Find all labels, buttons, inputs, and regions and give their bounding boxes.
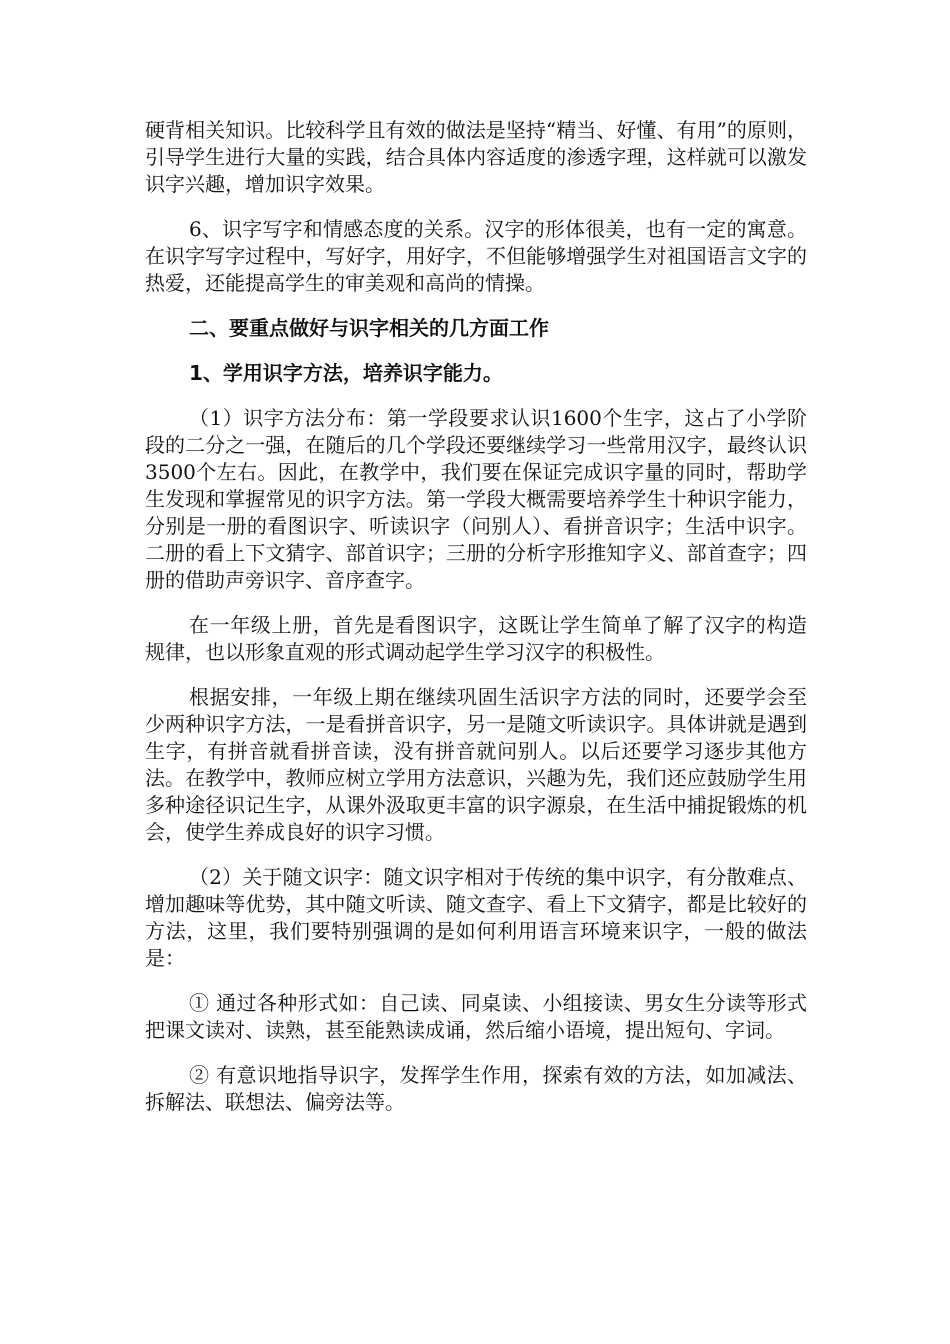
paragraph-6: （2）关于随文识字：随文识字相对于传统的集中识字，有分散难点、增加趣味等优势，其中随文听读、随文查字、看上下文猜字，都是比较好的方法，这里，我们要特别强调的是如何利用语言环境来识字，一般的做法是： — [145, 865, 807, 970]
paragraph-3: （1）识字方法分布：第一学段要求认识1600个生字，这占了小学阶段的二分之一强，在随后的几个学段还要继续学习一些常用汉字，最终认识3500个左右。因此，在教学中，我们要在保证完成识字量的同时，帮助学生发现和掌握常见的识字方法。第一学段大概需要培养学生十种识字能力，分别是一册的看图识字、听读识字（问别人）、看拼音识字；生活中识字。二册的看上下文猜字、部首识字；三册的分析字形推知字义、部首查字；四册的借助声旁识字、音序查字。 — [145, 406, 807, 592]
paragraph-4: 在一年级上册，首先是看图识字，这既让学生简单了解了汉字的构造规律，也以形象直观的形式调动起学生学习汉字的积极性。 — [145, 613, 807, 664]
paragraph-5: 根据安排，一年级上期在继续巩固生活识字方法的同时，还要学会至少两种识字方法，一是看拼音识字，另一是随文听读识字。具体讲就是遇到生字，有拼音就看拼音读，没有拼音就问别人。以后还要学习逐步其他方法。在教学中，教师应树立学用方法意识，兴趣为先，我们还应鼓励学生用多种途径识记生字，从课外汲取更丰富的识字源泉，在生活中捕捉锻炼的机会，使学生养成良好的识字习惯。 — [145, 685, 807, 844]
section-heading: 二、要重点做好与识字相关的几方面工作 — [189, 316, 549, 340]
paragraph-1: 硬背相关知识。比较科学且有效的做法是坚持“精当、好懂、有用”的原则，引导学生进行大量的实践，结合具体内容适度的渗透字理，这样就可以激发识字兴趣，增加识字效果。 — [145, 118, 807, 196]
document-page — [145, 117, 807, 1134]
paragraph-8: ② 有意识地指导识字，发挥学生作用，探索有效的方法，如加减法、拆解法、联想法、偏旁法等。 — [145, 1063, 807, 1114]
paragraph-2: 6、识字写字和情感态度的关系。汉字的形体很美，也有一定的寓意。在识字写字过程中，写好字，用好字，不但能够增强学生对祖国语言文字的热爱，还能提高学生的审美观和高尚的情操。 — [145, 217, 807, 295]
paragraph-7: ① 通过各种形式如：自己读、同桌读、小组接读、男女生分读等形式把课文读对、读熟，甚至能熟读成诵，然后缩小语境，提出短句、字词。 — [145, 991, 807, 1042]
subsection-heading: 1、学用识字方法，培养识字能力。 — [189, 361, 503, 385]
